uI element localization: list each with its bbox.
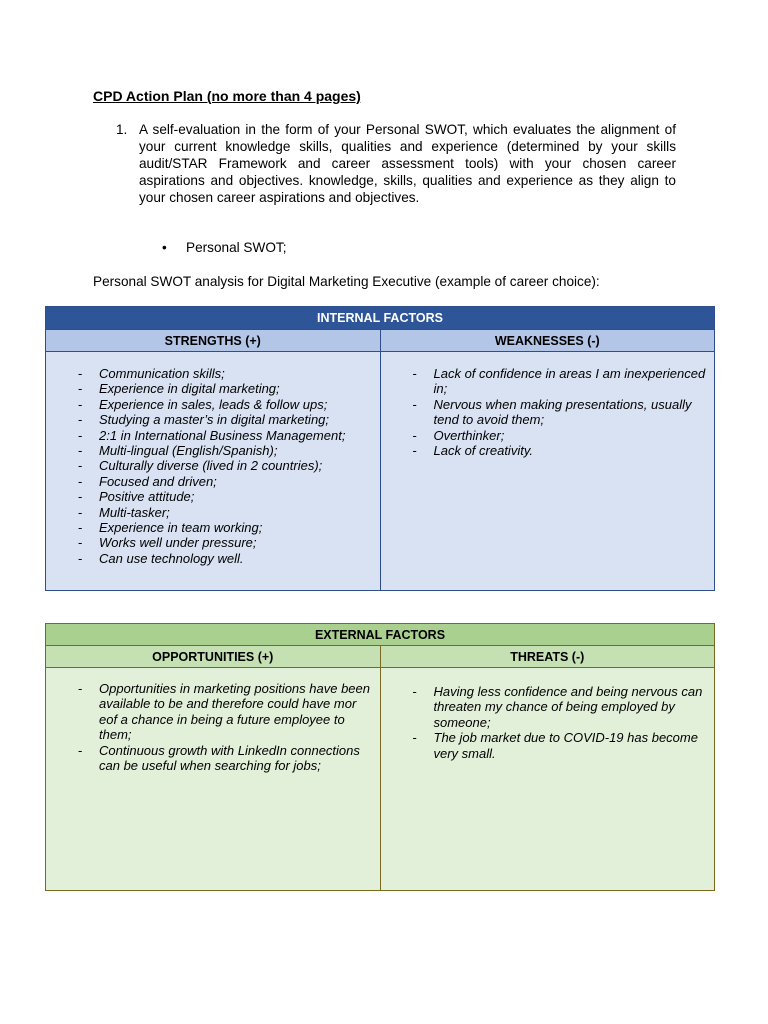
list-item [46,520,380,535]
list-item [46,489,380,504]
list-item-text: 2:1 in International Business Management; [99,427,346,443]
threats-list [381,684,715,761]
list-item-text: The job market due to COVID-19 has become very small. [433,730,698,761]
dash-marker: - [78,473,83,489]
list-number: 1. [116,122,128,137]
opportunities-list [46,681,380,773]
dash-marker: - [78,489,83,505]
dash-marker: - [78,443,83,459]
internal-factors-table [45,306,715,591]
weaknesses-header: WEAKNESSES (-) [380,330,715,352]
dash-marker: - [78,427,83,443]
list-item-text: Lack of creativity. [433,443,533,459]
numbered-list-item [116,121,676,206]
intro-text: Personal SWOT analysis for Digital Marketing Executive (example of career choice): [93,274,600,289]
list-item [381,443,715,458]
dash-marker: - [412,443,417,459]
list-item [381,397,715,428]
opportunities-cell [46,668,381,891]
external-factors-title: EXTERNAL FACTORS [46,624,715,646]
list-item [46,458,380,473]
dash-marker: - [78,681,83,696]
list-item-text: Continuous growth with LinkedIn connections can be useful when searching for jobs; [99,742,360,774]
dash-marker: - [412,730,417,746]
dash-marker: - [78,504,83,520]
list-item-text: Communication skills; [99,366,225,381]
opportunities-header: OPPORTUNITIES (+) [46,646,381,668]
list-item-text: Experience in digital marketing; [99,381,280,397]
dash-marker: - [78,535,83,551]
list-item-text: Can use technology well. [99,550,244,566]
dash-marker: - [412,366,417,381]
list-item-text: Nervous when making presentations, usually tend to avoid them; [433,396,692,428]
dash-marker: - [78,520,83,536]
strengths-list [46,366,380,566]
dash-marker: - [78,458,83,474]
list-item [381,366,715,397]
threats-cell [380,668,715,891]
list-item-text: Experience in team working; [99,520,263,536]
list-item [46,535,380,550]
dash-marker: - [412,396,417,412]
list-item [381,428,715,443]
threats-header: THREATS (-) [380,646,715,668]
list-item [46,443,380,458]
list-item [46,681,380,743]
bullet-item-text: Personal SWOT; [186,240,287,255]
dash-marker: - [412,427,417,443]
strengths-cell [46,352,381,591]
weaknesses-list [381,366,715,458]
list-item-text: Focused and driven; [99,473,217,489]
list-item-text: Multi-tasker; [99,504,170,520]
dash-marker: - [78,396,83,412]
dash-marker: - [78,550,83,566]
list-item-text: Opportunities in marketing positions have been available to be and therefore could have mor eof a chance in being a future employee to them; [99,681,370,743]
list-item-text: Positive attitude; [99,489,195,505]
list-item [46,366,380,381]
strengths-header: STRENGTHS (+) [46,330,381,352]
bullet-icon: • [162,240,167,255]
list-item [46,551,380,566]
bullet-item [162,239,286,256]
dash-marker: - [78,366,83,381]
list-item [46,474,380,489]
list-item-text: Experience in sales, leads & follow ups; [99,396,328,412]
list-item [46,743,380,774]
page-heading: CPD Action Plan (no more than 4 pages) [93,88,361,104]
list-item-text: Overthinker; [433,427,505,443]
dash-marker: - [412,684,417,699]
list-item-text: Multi-lingual (English/Spanish); [99,443,278,459]
dash-marker: - [78,381,83,397]
list-item [46,397,380,412]
list-item [381,684,715,730]
list-item-text: A self-evaluation in the form of your Personal SWOT, which evaluates the alignment of your current knowledge skills, qualities and experience (determined by your skills audit/STAR Framework and career assessment tools) with your chosen career aspirations and objectives. knowledge, skills, qualities and experience as they align to your chosen career aspirations and objectives. [139,122,676,205]
list-item [46,412,380,427]
list-item [46,428,380,443]
list-item-text: Having less confidence and being nervous can threaten my chance of being employed by someone; [433,684,703,730]
list-item-text: Lack of confidence in areas I am inexperienced in; [433,366,706,397]
list-item-text: Works well under pressure; [99,535,257,551]
dash-marker: - [78,742,83,758]
dash-marker: - [78,412,83,428]
weaknesses-cell [380,352,715,591]
list-item-text: Studying a master’s in digital marketing; [99,412,330,428]
list-item [46,381,380,396]
internal-factors-title: INTERNAL FACTORS [46,307,715,330]
list-item [381,730,715,761]
list-item [46,505,380,520]
list-item-text: Culturally diverse (lived in 2 countries); [99,458,323,474]
external-factors-table [45,623,715,891]
